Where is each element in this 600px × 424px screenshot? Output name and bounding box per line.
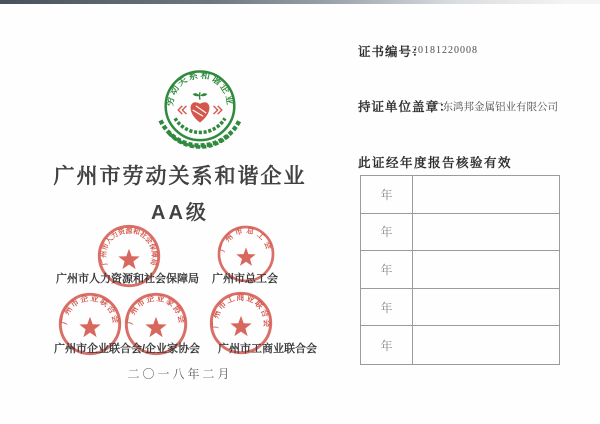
- harmony-enterprise-logo-icon: [148, 58, 252, 164]
- blank-cell: [413, 289, 559, 326]
- annual-verification-table: [360, 175, 560, 365]
- annual-verification-heading: 此证经年度报告核验有效: [358, 156, 513, 170]
- seal-caption-hr-bureau: 广州市人力资源和社会保障局: [56, 273, 199, 285]
- certificate-right-page: [330, 0, 590, 424]
- year-cell: 年: [361, 214, 413, 251]
- year-cell: 年: [361, 289, 413, 326]
- logo-ring-text: 劳动关系和谐企业: [164, 69, 236, 107]
- seal-ring-text: 广州市总工会: [217, 225, 275, 254]
- seal-ring-text: 广州市人力资源和社会保障局: [100, 227, 158, 266]
- seal-caption-industry-commerce: 广州市工商业联合会: [218, 343, 317, 355]
- holder-stamp-label: 持证单位盖章：: [358, 100, 453, 114]
- table-row: [361, 251, 559, 289]
- year-cell: 年: [361, 251, 413, 288]
- logo-svg: [148, 58, 252, 162]
- table-row: [361, 289, 559, 327]
- cert-number-value: 20181220008: [412, 45, 478, 56]
- seal-ring-text: 广州市企业家协会: [125, 293, 187, 326]
- year-cell: 年: [361, 326, 413, 364]
- seal-ring-text: 广州市企业联合会: [59, 293, 121, 326]
- certificate-title: 广州市劳动关系和谐企业: [53, 165, 307, 188]
- blank-cell: [413, 214, 559, 251]
- year-cell: 年: [361, 176, 413, 213]
- table-row: [361, 326, 559, 364]
- seal-ring-text: 广州市工商业联合会: [210, 292, 272, 329]
- table-row: [361, 176, 559, 214]
- blank-cell: [413, 326, 559, 364]
- cert-number-label: 证书编号：: [358, 45, 426, 59]
- seal-caption-enterprise-associations: 广州市企业联合会/企业家协会: [54, 343, 201, 355]
- certificate-left-page: [40, 10, 320, 410]
- svg-text:劳动关系和谐企业: [164, 69, 237, 107]
- seal-caption-trade-union: 广州市总工会: [212, 273, 278, 285]
- table-row: [361, 214, 559, 252]
- blank-cell: [413, 251, 559, 288]
- issue-date: 二〇一八年二月: [127, 367, 233, 381]
- holder-company-name: 广东鸿邦金属铝业有限公司: [432, 102, 558, 113]
- blank-cell: [413, 176, 559, 213]
- certificate-grade: AA级: [151, 202, 209, 224]
